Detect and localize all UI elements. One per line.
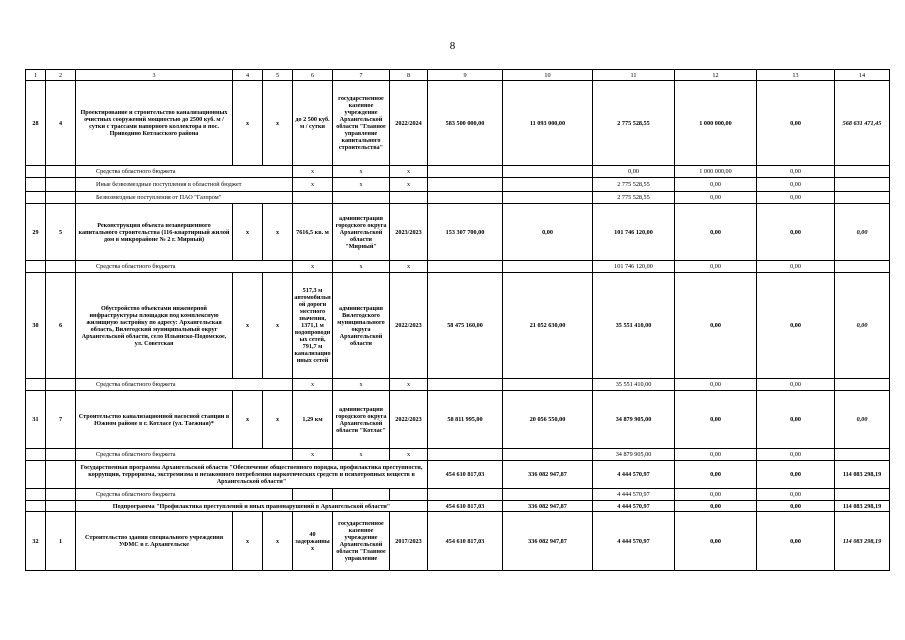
- empty-cell: [26, 501, 46, 512]
- empty-cell: [26, 178, 46, 192]
- col-number: 7: [333, 70, 390, 81]
- empty-cell: [503, 192, 593, 204]
- col-number: 13: [757, 70, 835, 81]
- cell-marker: х: [233, 391, 263, 449]
- value-col-13: 0,00: [757, 461, 835, 489]
- cell-marker: х: [263, 391, 293, 449]
- capacity: 7616,5 кв. м: [293, 204, 333, 261]
- empty-cell: [26, 261, 46, 273]
- empty-cell: [503, 178, 593, 192]
- cell-marker: х: [263, 273, 293, 379]
- funding-source-row: [26, 192, 890, 204]
- value-col-11: 4 444 570,97: [593, 489, 675, 501]
- cell-marker: х: [263, 81, 293, 166]
- value-col-14: 568 631 471,45: [835, 81, 890, 166]
- estimated-cost: 454 610 817,03: [428, 501, 503, 512]
- object-name: Строительство канализационной насосной станции в Южном районе в г. Котласе (ул. Таежная)*: [76, 391, 233, 449]
- empty-cell: [503, 166, 593, 178]
- empty-cell: [26, 489, 46, 501]
- financed-before: 21 052 630,00: [503, 273, 593, 379]
- empty-cell: [428, 379, 503, 391]
- page-number: 8: [449, 40, 456, 52]
- value-col-14: 0,00: [835, 273, 890, 379]
- col-number: 6: [293, 70, 333, 81]
- sub-number: 7: [46, 391, 76, 449]
- value-col-11: 35 551 410,00: [593, 379, 675, 391]
- funding-source-row: [26, 261, 890, 273]
- cell-marker: [333, 489, 390, 501]
- empty-cell: [46, 178, 76, 192]
- capacity: 40 задержанных: [293, 512, 333, 571]
- cell-marker: х: [390, 379, 428, 391]
- value-col-11: 4 444 570,97: [593, 461, 675, 489]
- funding-source: Средства областного бюджета: [76, 379, 293, 391]
- project-row: [26, 391, 890, 449]
- funding-source: Средства областного бюджета: [76, 166, 293, 178]
- cell-marker: [293, 192, 333, 204]
- cell-marker: х: [293, 166, 333, 178]
- empty-cell: [428, 166, 503, 178]
- sub-number: 4: [46, 81, 76, 166]
- estimated-cost: 583 500 000,00: [428, 81, 503, 166]
- value-col-12: 0,00: [675, 192, 757, 204]
- row-number: 32: [26, 512, 46, 571]
- value-col-11: 101 746 120,00: [593, 204, 675, 261]
- period: 2023/2023: [390, 204, 428, 261]
- estimated-cost: 58 811 995,00: [428, 391, 503, 449]
- empty-cell: [835, 379, 890, 391]
- cell-marker: х: [390, 166, 428, 178]
- row-number: 28: [26, 81, 46, 166]
- customer: администрация городского округа Архангельской области "Мирный": [333, 204, 390, 261]
- funding-source: Безвозмездные поступления от ПАО "Газпром": [76, 192, 293, 204]
- value-col-13: 0,00: [757, 273, 835, 379]
- cell-marker: х: [333, 178, 390, 192]
- col-number: 10: [503, 70, 593, 81]
- value-col-12: 0,00: [675, 391, 757, 449]
- period: 2022/2024: [390, 81, 428, 166]
- funding-source-row: [26, 489, 890, 501]
- value-col-13: 0,00: [757, 192, 835, 204]
- col-number: 5: [263, 70, 293, 81]
- cell-marker: х: [293, 178, 333, 192]
- period: 2022/2023: [390, 273, 428, 379]
- empty-cell: [46, 449, 76, 461]
- period: 2017/2023: [390, 512, 428, 571]
- program-name: Государственная программа Архангельской области "Обеспечение общественного порядка, профилактика преступности, коррупции, терроризма, экстремизма и незаконного потребления наркотических средств и психотропных веществ в Архангельской области": [76, 461, 428, 489]
- project-row: [26, 81, 890, 166]
- empty-cell: [46, 501, 76, 512]
- empty-cell: [835, 166, 890, 178]
- empty-cell: [503, 489, 593, 501]
- col-number: 1: [26, 70, 46, 81]
- financed-before: 336 082 947,87: [503, 461, 593, 489]
- value-col-11: 34 879 905,00: [593, 449, 675, 461]
- value-col-13: 0,00: [757, 449, 835, 461]
- row-number: 29: [26, 204, 46, 261]
- cell-marker: х: [333, 261, 390, 273]
- value-col-13: 0,00: [757, 512, 835, 571]
- funding-source-row: [26, 178, 890, 192]
- financed-before: 11 093 000,00: [503, 81, 593, 166]
- cell-marker: [293, 489, 333, 501]
- value-col-14: 114 083 298,19: [835, 461, 890, 489]
- customer: администрация Вилегодского муниципального округа Архангельской области: [333, 273, 390, 379]
- empty-cell: [26, 461, 46, 489]
- sub-number: 6: [46, 273, 76, 379]
- empty-cell: [46, 192, 76, 204]
- empty-cell: [26, 379, 46, 391]
- value-col-14: 0,00: [835, 204, 890, 261]
- object-name: Строительство здания специального учреждения УФМС в г. Архангельске: [76, 512, 233, 571]
- project-row: [26, 512, 890, 571]
- value-col-12: 0,00: [675, 204, 757, 261]
- funding-source: Средства областного бюджета: [76, 489, 293, 501]
- value-col-12: 0,00: [675, 501, 757, 512]
- financed-before: 336 082 947,87: [503, 512, 593, 571]
- col-number: 12: [675, 70, 757, 81]
- empty-cell: [835, 192, 890, 204]
- object-name: Реконструкция объекта незавершенного капитального строительства (116-квартирный жилой дом в микрорайоне № 2 г. Мирный): [76, 204, 233, 261]
- sub-number: 1: [46, 512, 76, 571]
- col-number: 14: [835, 70, 890, 81]
- row-number: 30: [26, 273, 46, 379]
- value-col-13: 0,00: [757, 166, 835, 178]
- value-col-11: 2 775 528,55: [593, 192, 675, 204]
- value-col-13: 0,00: [757, 501, 835, 512]
- estimated-cost: 454 610 817,03: [428, 461, 503, 489]
- value-col-13: 0,00: [757, 489, 835, 501]
- empty-cell: [835, 178, 890, 192]
- empty-cell: [46, 489, 76, 501]
- empty-cell: [46, 379, 76, 391]
- program-row: [26, 501, 890, 512]
- project-row: [26, 273, 890, 379]
- value-col-11: 4 444 570,97: [593, 512, 675, 571]
- empty-cell: [26, 192, 46, 204]
- cell-marker: х: [333, 166, 390, 178]
- capacity: до 2 500 куб. м / сутки: [293, 81, 333, 166]
- cell-marker: х: [390, 178, 428, 192]
- cell-marker: х: [333, 449, 390, 461]
- value-col-14: 114 083 298,19: [835, 512, 890, 571]
- value-col-11: 101 746 120,00: [593, 261, 675, 273]
- row-number: 31: [26, 391, 46, 449]
- estimated-cost: 153 307 700,00: [428, 204, 503, 261]
- cell-marker: х: [233, 204, 263, 261]
- col-number: 4: [233, 70, 263, 81]
- value-col-12: 1 000 000,00: [675, 166, 757, 178]
- value-col-12: 0,00: [675, 512, 757, 571]
- capacity: 517,3 м автомобильной дороги местного значения, 1371,1 м водопроводных сетей, 791,7 м канализационных сетей: [293, 273, 333, 379]
- program-name: Подпрограмма "Профилактика преступлений и иных правонарушений в Архангельской области": [76, 501, 428, 512]
- empty-cell: [835, 449, 890, 461]
- empty-cell: [26, 166, 46, 178]
- value-col-13: 0,00: [757, 81, 835, 166]
- value-col-12: 0,00: [675, 461, 757, 489]
- customer: государственное казенное учреждение Архангельской области "Главное управление капитального строительства": [333, 81, 390, 166]
- cell-marker: х: [390, 449, 428, 461]
- cell-marker: х: [233, 512, 263, 571]
- value-col-12: 0,00: [675, 489, 757, 501]
- cell-marker: х: [233, 81, 263, 166]
- col-number: 8: [390, 70, 428, 81]
- project-row: [26, 204, 890, 261]
- empty-cell: [428, 178, 503, 192]
- empty-cell: [26, 449, 46, 461]
- financed-before: 0,00: [503, 204, 593, 261]
- cell-marker: х: [293, 261, 333, 273]
- empty-cell: [428, 261, 503, 273]
- funding-source: Иные безвозмездные поступления в областной бюджет: [76, 178, 293, 192]
- value-col-13: 0,00: [757, 379, 835, 391]
- empty-cell: [46, 261, 76, 273]
- estimated-cost: 454 610 817,03: [428, 512, 503, 571]
- funding-source-row: [26, 379, 890, 391]
- cell-marker: [390, 192, 428, 204]
- column-number-row: [26, 70, 890, 81]
- empty-cell: [428, 192, 503, 204]
- value-col-13: 0,00: [757, 204, 835, 261]
- value-col-13: 0,00: [757, 261, 835, 273]
- empty-cell: [503, 379, 593, 391]
- period: 2022/2023: [390, 391, 428, 449]
- cell-marker: [333, 192, 390, 204]
- funding-source-row: [26, 449, 890, 461]
- col-number: 2: [46, 70, 76, 81]
- financed-before: 20 056 550,00: [503, 391, 593, 449]
- customer: администрация городского округа Архангельской области "Котлас": [333, 391, 390, 449]
- customer: государственное казенное учреждение Архангельской области "Главное управление: [333, 512, 390, 571]
- empty-cell: [46, 166, 76, 178]
- object-name: Обустройство объектами инженерной инфраструктуры площадки под комплексную жилищную застройку по адресу: Архангельская область, Вилегодский муниципальный округ Архангельской области, село Ильинско-Подомское, ул. Советская: [76, 273, 233, 379]
- program-row: [26, 461, 890, 489]
- sub-number: 5: [46, 204, 76, 261]
- cell-marker: х: [263, 512, 293, 571]
- financed-before: 336 082 947,87: [503, 501, 593, 512]
- object-name: Проектирование и строительство канализационных очистных сооружений мощностью до 2500 куб. м / сутки с трассами напорного коллектора в пос. Приводино Котласского района: [76, 81, 233, 166]
- value-col-12: 0,00: [675, 178, 757, 192]
- empty-cell: [503, 449, 593, 461]
- value-col-12: 0,00: [675, 379, 757, 391]
- value-col-11: 4 444 570,97: [593, 501, 675, 512]
- funding-source: Средства областного бюджета: [76, 261, 293, 273]
- value-col-14: 114 083 298,19: [835, 501, 890, 512]
- value-col-12: 0,00: [675, 449, 757, 461]
- capacity: 1,29 км: [293, 391, 333, 449]
- value-col-12: 1 000 000,00: [675, 81, 757, 166]
- cell-marker: х: [390, 261, 428, 273]
- value-col-14: 0,00: [835, 391, 890, 449]
- empty-cell: [503, 261, 593, 273]
- cell-marker: х: [333, 379, 390, 391]
- empty-cell: [428, 489, 503, 501]
- cell-marker: [390, 489, 428, 501]
- value-col-12: 0,00: [675, 273, 757, 379]
- estimated-cost: 58 475 160,00: [428, 273, 503, 379]
- value-col-13: 0,00: [757, 178, 835, 192]
- value-col-11: 0,00: [593, 166, 675, 178]
- funding-source-row: [26, 166, 890, 178]
- empty-cell: [46, 461, 76, 489]
- value-col-11: 2 775 528,55: [593, 178, 675, 192]
- cell-marker: х: [293, 449, 333, 461]
- funding-source: Средства областного бюджета: [76, 449, 293, 461]
- investment-table: [25, 69, 890, 571]
- cell-marker: х: [233, 273, 263, 379]
- empty-cell: [428, 449, 503, 461]
- col-number: 9: [428, 70, 503, 81]
- value-col-13: 0,00: [757, 391, 835, 449]
- empty-cell: [835, 261, 890, 273]
- value-col-12: 0,00: [675, 261, 757, 273]
- cell-marker: х: [293, 379, 333, 391]
- col-number: 11: [593, 70, 675, 81]
- value-col-11: 35 551 410,00: [593, 273, 675, 379]
- empty-cell: [835, 489, 890, 501]
- value-col-11: 2 775 528,55: [593, 81, 675, 166]
- value-col-11: 34 879 905,00: [593, 391, 675, 449]
- col-number: 3: [76, 70, 233, 81]
- cell-marker: х: [263, 204, 293, 261]
